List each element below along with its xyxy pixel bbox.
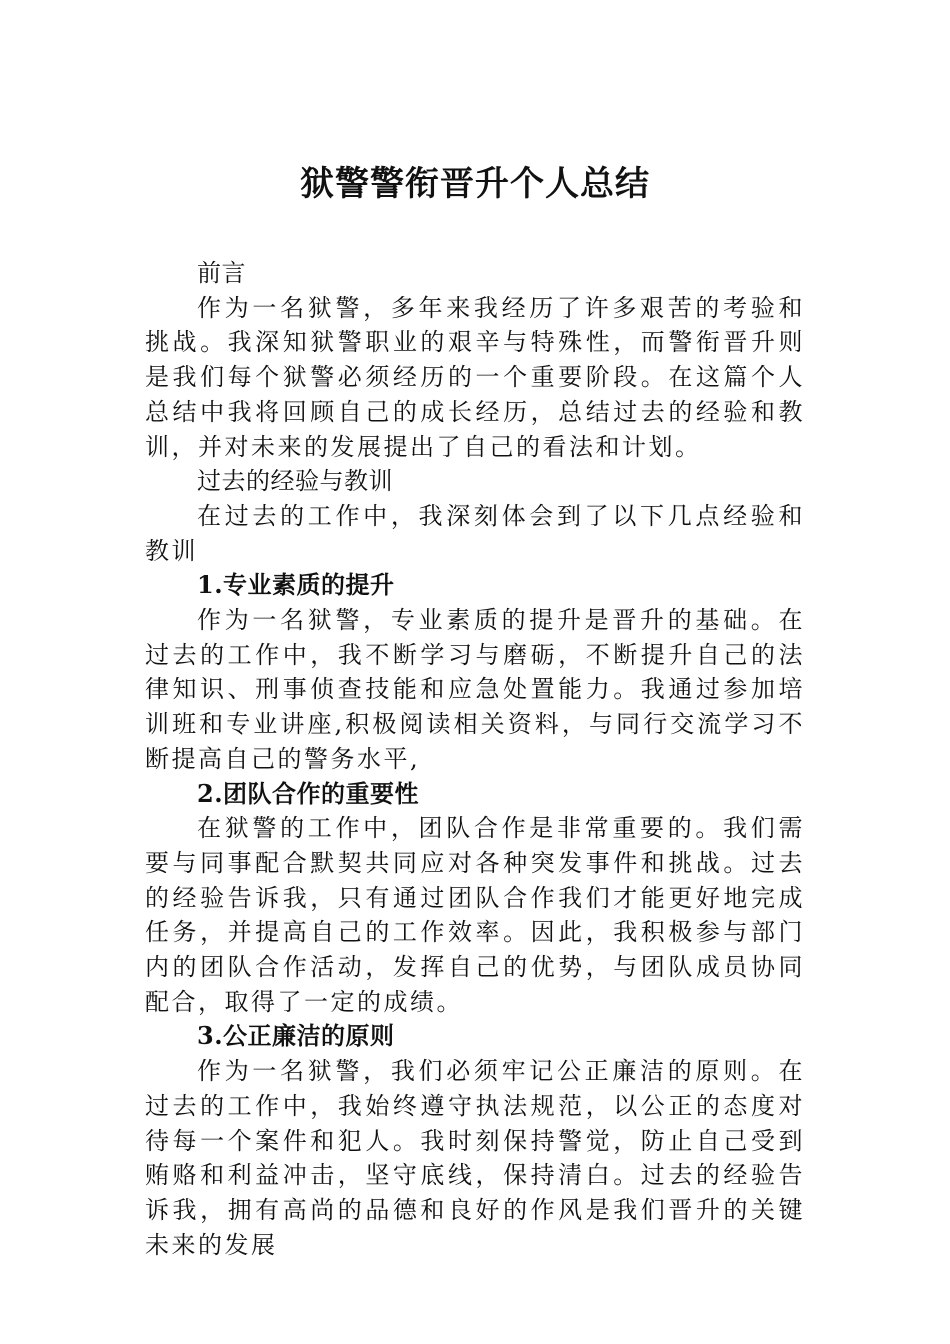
point3-paragraph: 作为一名狱警，我们必须牢记公正廉洁的原则。在过去的工作中，我始终遵守执法规范，以公正的态度对待每一个案件和犯人。我时刻保持警觉，防止自己受到贿赂和利益冲击，坚守底线，保持清白。过去的经验告诉我，拥有高尚的品德和良好的作风是我们晋升的关键未来的发展	[145, 1057, 805, 1259]
preface-heading: 前言	[197, 259, 246, 287]
point2-heading: 2.团队合作的重要性	[197, 778, 420, 808]
point2-paragraph: 在狱警的工作中，团队合作是非常重要的。我们需要与同事配合默契共同应对各种突发事件和挑战。过去的经验告诉我，只有通过团队合作我们才能更好地完成任务，并提高自己的工作效率。因此，我积极参与部门内的团队合作活动，发挥自己的优势，与团队成员协同配合，取得了一定的成绩。	[145, 814, 805, 1016]
experience-heading: 过去的经验与教训	[197, 467, 393, 496]
point3-heading: 3.公正廉洁的原则	[197, 1021, 395, 1051]
preface-paragraph: 作为一名狱警，多年来我经历了许多艰苦的考验和挑战。我深知狱警职业的艰辛与特殊性，而警衔晋升则是我们每个狱警必须经历的一个重要阶段。在这篇个人总结中我将回顾自己的成长经历，总结过去的经验和教训，并对未来的发展提出了自己的看法和计划。	[145, 293, 805, 461]
document-body	[145, 256, 805, 1262]
experience-intro-paragraph: 在过去的工作中，我深刻体会到了以下几点经验和教训	[145, 501, 805, 565]
document-title: 狱警警衔晋升个人总结	[300, 164, 650, 204]
point1-paragraph: 作为一名狱警，专业素质的提升是晋升的基础。在过去的工作中，我不断学习与磨砺，不断提升自己的法律知识、刑事侦查技能和应急处置能力。我通过参加培训班和专业讲座,积极阅读相关资料，与同行交流学习不断提高自己的警务水平,	[145, 606, 805, 773]
point1-heading: 1.专业素质的提升	[197, 570, 395, 600]
